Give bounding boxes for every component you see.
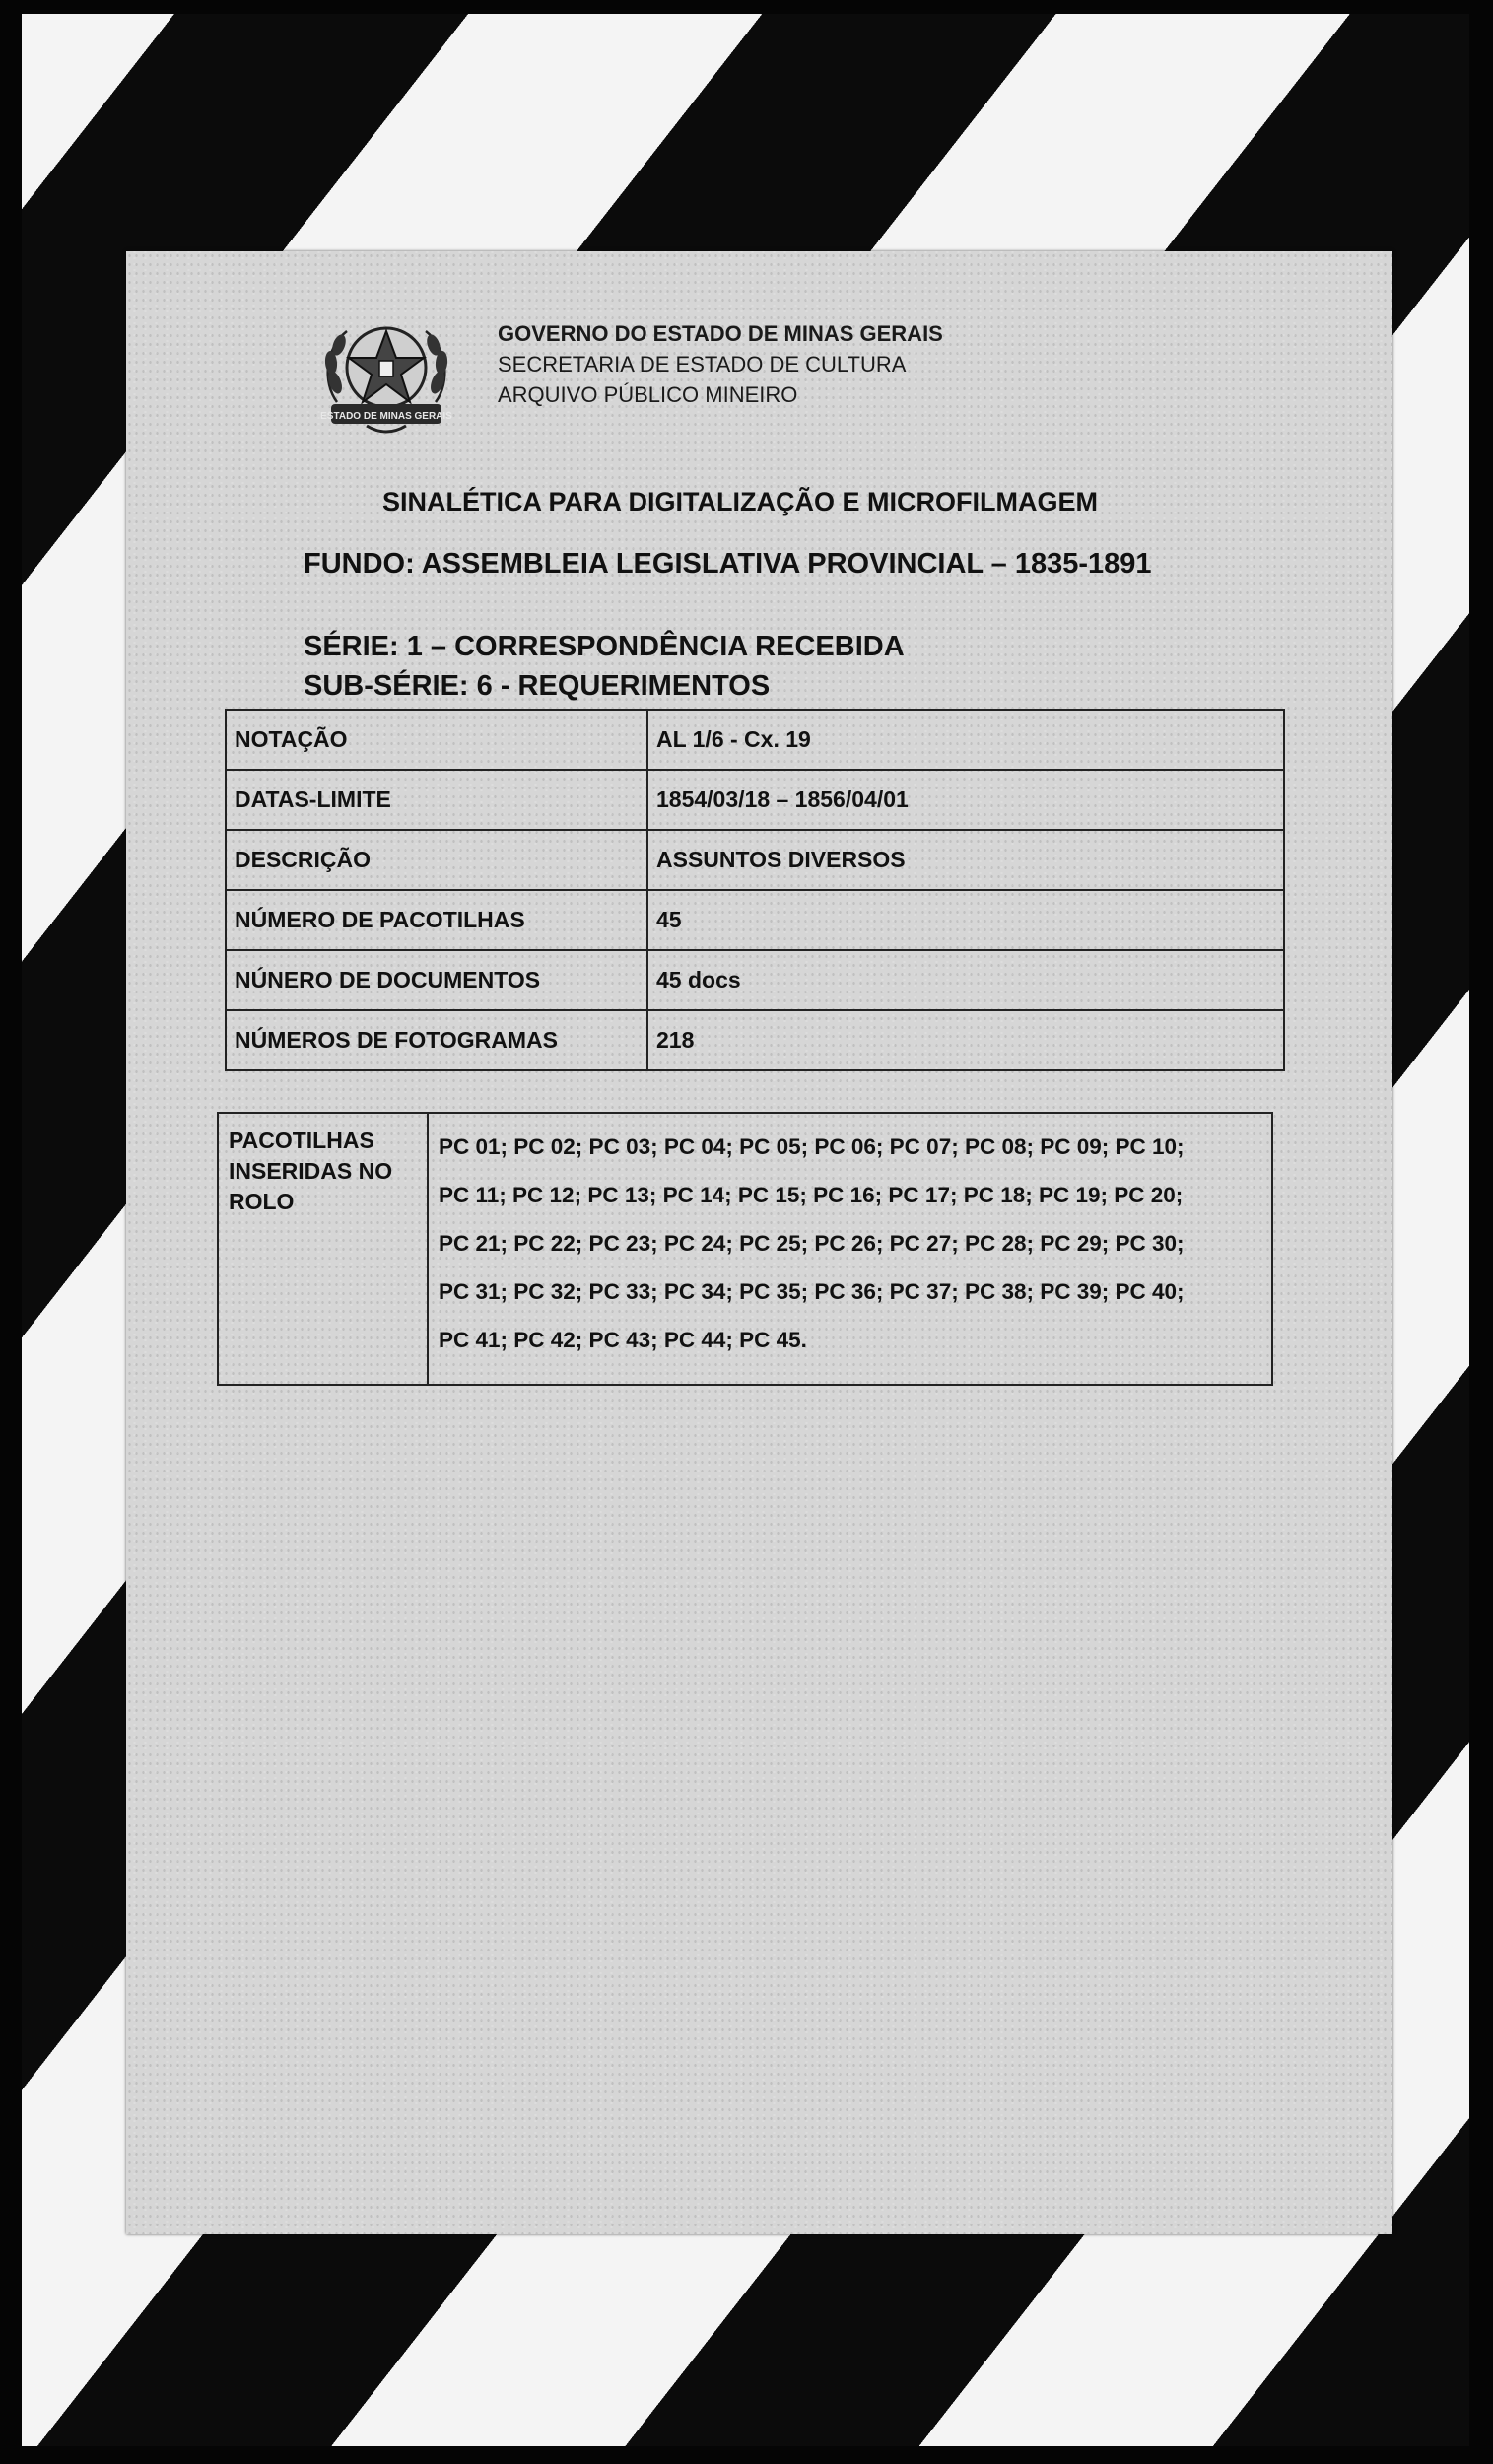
film-edge-bottom	[0, 2446, 1493, 2464]
numero-fotogramas-value: 218	[647, 1010, 1284, 1070]
pacotilhas-line: PC 11; PC 12; PC 13; PC 14; PC 15; PC 16; PC 17; PC 18; PC 19; PC 20;	[439, 1183, 1184, 1207]
pacotilhas-list	[428, 1113, 1272, 1385]
film-edge-left	[0, 0, 22, 2464]
pacotilhas-label-line: ROLO	[229, 1189, 295, 1214]
datas-limite-label: DATAS-LIMITE	[226, 770, 647, 830]
fundo-line: FUNDO: ASSEMBLEIA LEGISLATIVA PROVINCIAL – 1835-1891	[304, 548, 1152, 580]
table-row	[226, 950, 1284, 1010]
minas-gerais-seal-icon	[317, 313, 455, 440]
archive-name: ARQUIVO PÚBLICO MINEIRO	[498, 382, 798, 407]
subserie-line: SUB-SÉRIE: 6 - REQUERIMENTOS	[304, 670, 771, 702]
table-row	[226, 770, 1284, 830]
numero-documentos-label: NÚNERO DE DOCUMENTOS	[226, 950, 647, 1010]
descricao-label: DESCRIÇÃO	[226, 830, 647, 890]
film-edge-right	[1469, 0, 1493, 2464]
descricao-value: ASSUNTOS DIVERSOS	[647, 830, 1284, 890]
pacotilhas-line: PC 31; PC 32; PC 33; PC 34; PC 35; PC 36; PC 37; PC 38; PC 39; PC 40;	[439, 1279, 1185, 1304]
numero-documentos-value: 45 docs	[647, 950, 1284, 1010]
pacotilhas-line: PC 01; PC 02; PC 03; PC 04; PC 05; PC 06; PC 07; PC 08; PC 09; PC 10;	[439, 1134, 1185, 1159]
table-row	[226, 830, 1284, 890]
info-table	[225, 709, 1285, 1071]
serie-line: SÉRIE: 1 – CORRESPONDÊNCIA RECEBIDA	[304, 631, 905, 662]
pacotilhas-label	[218, 1113, 428, 1385]
numero-fotogramas-label: NÚMEROS DE FOTOGRAMAS	[226, 1010, 647, 1070]
table-row	[226, 1010, 1284, 1070]
notacao-value: AL 1/6 - Cx. 19	[647, 710, 1284, 770]
table-row	[226, 890, 1284, 950]
numero-pacotilhas-label: NÚMERO DE PACOTILHAS	[226, 890, 647, 950]
film-edge-top	[0, 0, 1493, 14]
government-name: GOVERNO DO ESTADO DE MINAS GERAIS	[498, 321, 943, 346]
pacotilhas-table	[217, 1112, 1273, 1386]
document-title: SINALÉTICA PARA DIGITALIZAÇÃO E MICROFILMAGEM	[382, 487, 1098, 516]
pacotilhas-line: PC 21; PC 22; PC 23; PC 24; PC 25; PC 26; PC 27; PC 28; PC 29; PC 30;	[439, 1231, 1185, 1256]
pacotilhas-label-line: INSERIDAS NO	[229, 1158, 393, 1184]
datas-limite-value: 1854/03/18 – 1856/04/01	[647, 770, 1284, 830]
table-row	[218, 1113, 1272, 1385]
pacotilhas-line: PC 41; PC 42; PC 43; PC 44; PC 45.	[439, 1328, 807, 1352]
pacotilhas-label-line: PACOTILHAS	[229, 1128, 374, 1153]
seal-banner-text: ESTADO DE MINAS GERAIS	[320, 411, 452, 422]
table-row	[226, 710, 1284, 770]
secretariat-name: SECRETARIA DE ESTADO DE CULTURA	[498, 352, 907, 376]
notacao-label: NOTAÇÃO	[226, 710, 647, 770]
numero-pacotilhas-value: 45	[647, 890, 1284, 950]
